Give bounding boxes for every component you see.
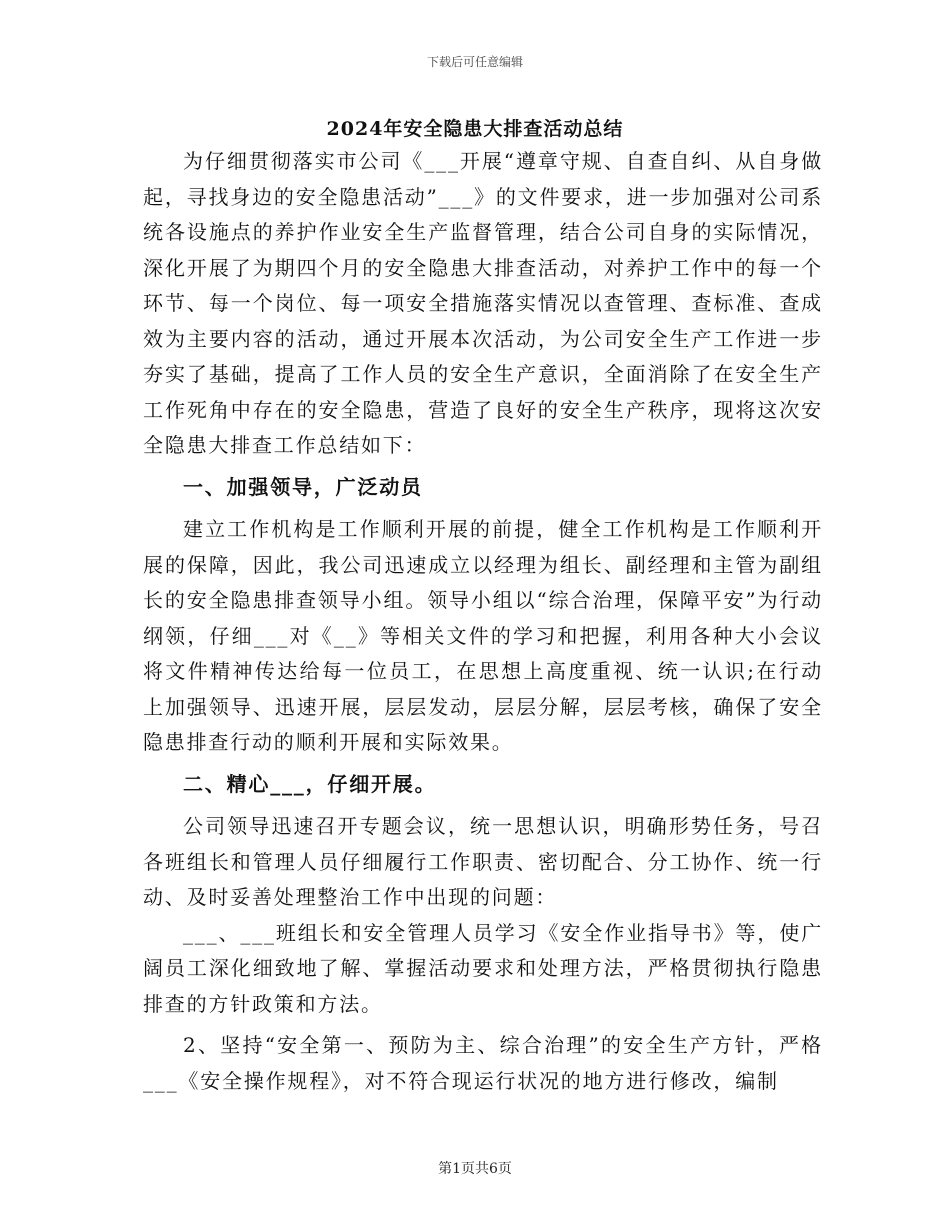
- page-header: 下载后可任意编辑: [426, 55, 523, 69]
- section-2-heading: 二、精心___，仔细开展。: [183, 771, 437, 796]
- page-footer: 第1页共6页: [438, 1161, 512, 1177]
- document-body: [143, 144, 823, 1099]
- list-item-2: 2、坚持“安全第一、预防为主、综合治理”的安全生产方针，严格___《安全操作规程》，对不符合现运行状况的地方进行修改，编制: [143, 1033, 823, 1093]
- list-item-1: ___、___班组长和安全管理人员学习《安全作业指导书》等，使广阔员工深化细致地了解、掌握活动要求和处理方法，严格贯彻执行隐患排查的方针政策和方法。: [143, 920, 823, 1016]
- section-1-heading: 一、加强领导，广泛动员: [183, 474, 423, 499]
- document-title: 2024年安全隐患大排查活动总结: [326, 118, 624, 140]
- section-1-paragraph: 建立工作机构是工作顺利开展的前提，健全工作机构是工作顺利开展的保障，因此，我公司迅速成立以经理为组长、副经理和主管为副组长的安全隐患排查领导小组。领导小组以“综合治理，保障平安”为行动纲领，仔细___对《__》等相关文件的学习和把握，利用各种大小会议将文件精神传达给每一位员工，在思想上高度重视、统一认识;在行动上加强领导、迅速开展，层层发动，层层分解，层层考核，确保了安全隐患排查行动的顺利开展和实际效果。: [143, 517, 823, 754]
- intro-paragraph: 为仔细贯彻落实市公司《___开展“遵章守规、自查自纠、从自身做起，寻找身边的安全隐患活动”___》的文件要求，进一步加强对公司系统各设施点的养护作业安全生产监督管理，结合公司自身的实际情况，深化开展了为期四个月的安全隐患大排查活动，对养护工作中的每一个环节、每一个岗位、每一项安全措施落实情况以查管理、查标准、查成效为主要内容的活动，通过开展本次活动，为公司安全生产工作进一步夯实了基础，提高了工作人员的安全生产意识，全面消除了在安全生产工作死角中存在的安全隐患，营造了良好的安全生产秩序，现将这次安全隐患大排查工作总结如下：: [143, 149, 823, 457]
- section-2-paragraph: 公司领导迅速召开专题会议，统一思想认识，明确形势任务，号召各班组长和管理人员仔细履行工作职责、密切配合、分工协作、统一行动、及时妥善处理整治工作中出现的问题：: [143, 814, 823, 909]
